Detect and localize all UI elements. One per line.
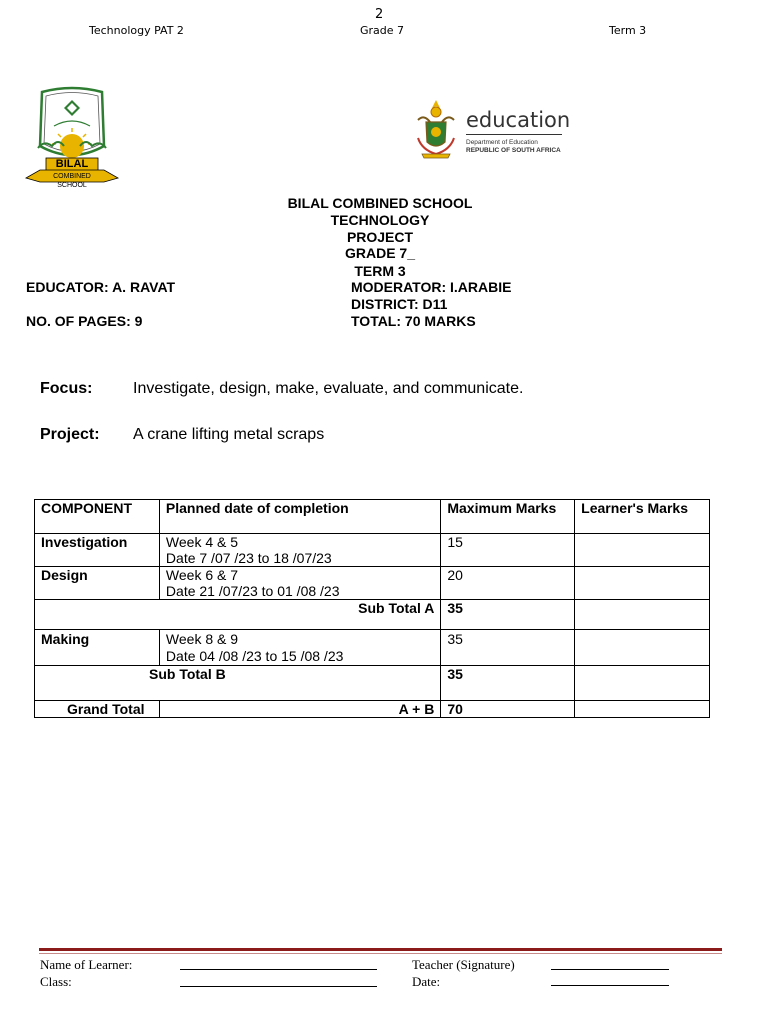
title-type: PROJECT — [346, 229, 414, 245]
education-rule — [466, 134, 562, 135]
learner-marks-cell[interactable] — [575, 567, 710, 600]
header-planned-date: Planned date of completion — [159, 500, 440, 534]
table-row — [35, 567, 710, 600]
row-date: Date 21 /07/23 to 01 /08 /23 — [165, 583, 340, 599]
row-week: Week 8 & 9 — [165, 631, 239, 647]
footer-rule-thin — [39, 953, 722, 954]
header-left: Technology PAT 2 — [89, 24, 184, 37]
subtotal-a-value: 35 — [441, 600, 575, 630]
table-row — [35, 630, 710, 666]
teacher-signature-field[interactable] — [551, 969, 669, 970]
grand-total-formula: A + B — [159, 701, 440, 718]
row-dates — [159, 567, 440, 600]
learner-marks-cell[interactable] — [575, 600, 710, 630]
title-term: TERM 3 — [354, 263, 406, 279]
subtotal-b-value: 35 — [441, 666, 575, 701]
education-word: education — [466, 108, 571, 132]
header-center: Grade 7 — [360, 24, 405, 37]
focus-label: Focus: — [40, 380, 93, 397]
education-logo — [408, 90, 578, 170]
learner-marks-cell[interactable] — [575, 630, 710, 666]
grand-total-value: 70 — [441, 701, 575, 718]
marks-table — [34, 499, 710, 718]
row-dates — [159, 534, 440, 567]
school-logo-text: BILAL — [55, 158, 89, 170]
project-label: Project: — [40, 426, 100, 443]
focus-text: Investigate, design, make, evaluate, and communicate. — [133, 380, 524, 397]
row-date: Date 7 /07 /23 to 18 /07/23 — [165, 550, 332, 566]
learner-marks-cell[interactable] — [575, 666, 710, 701]
page-count: NO. OF PAGES: 9 — [26, 313, 143, 329]
teacher-signature-label: Teacher (Signature) — [412, 957, 515, 972]
education-country: REPUBLIC OF SOUTH AFRICA — [466, 147, 561, 154]
class-label: Class: — [40, 974, 72, 989]
header-maximum-marks: Maximum Marks — [441, 500, 575, 534]
subtotal-b-row — [35, 666, 710, 701]
educator: EDUCATOR: A. RAVAT — [26, 279, 176, 295]
header-right: Term 3 — [609, 24, 647, 37]
table-row — [35, 534, 710, 567]
title-grade: GRADE 7_ — [344, 245, 416, 261]
row-dates — [159, 630, 440, 666]
title-school: BILAL COMBINED SCHOOL — [287, 195, 473, 211]
grand-total-label: Grand Total — [35, 701, 160, 718]
subtotal-a-row — [35, 600, 710, 630]
project-text: A crane lifting metal scraps — [133, 426, 325, 443]
row-max-marks: 35 — [441, 630, 575, 666]
row-week: Week 4 & 5 — [165, 534, 239, 550]
grand-total-row — [35, 701, 710, 718]
school-logo-subtext: COMBINED SCHOOL — [53, 173, 91, 189]
subtotal-a-label: Sub Total A — [35, 600, 441, 630]
row-component: Design — [35, 567, 160, 600]
title-subject: TECHNOLOGY — [330, 212, 430, 228]
subtotal-b-label: Sub Total B — [35, 666, 441, 701]
school-logo — [24, 86, 120, 189]
date-label: Date: — [412, 974, 441, 989]
class-field[interactable] — [180, 986, 377, 987]
district: DISTRICT: D11 — [351, 296, 448, 312]
row-date: Date 04 /08 /23 to 15 /08 /23 — [165, 648, 344, 664]
learner-name-field[interactable] — [180, 969, 377, 970]
learner-marks-cell[interactable] — [575, 701, 710, 718]
header-component: COMPONENT — [35, 500, 160, 534]
row-component: Making — [35, 630, 160, 666]
learner-name-label: Name of Learner: — [40, 957, 133, 972]
total-marks: TOTAL: 70 MARKS — [351, 313, 476, 329]
moderator: MODERATOR: I.ARABIE — [351, 279, 512, 295]
row-week: Week 6 & 7 — [165, 567, 239, 583]
learner-marks-cell[interactable] — [575, 534, 710, 567]
table-header-row — [35, 500, 710, 534]
date-field[interactable] — [551, 985, 669, 986]
row-max-marks: 15 — [441, 534, 575, 567]
education-dept: Department of Education — [466, 139, 538, 146]
row-component: Investigation — [35, 534, 160, 567]
row-max-marks: 20 — [441, 567, 575, 600]
page-number: 2 — [375, 7, 384, 22]
footer-rule — [39, 948, 722, 951]
header-learners-marks: Learner's Marks — [575, 500, 710, 534]
